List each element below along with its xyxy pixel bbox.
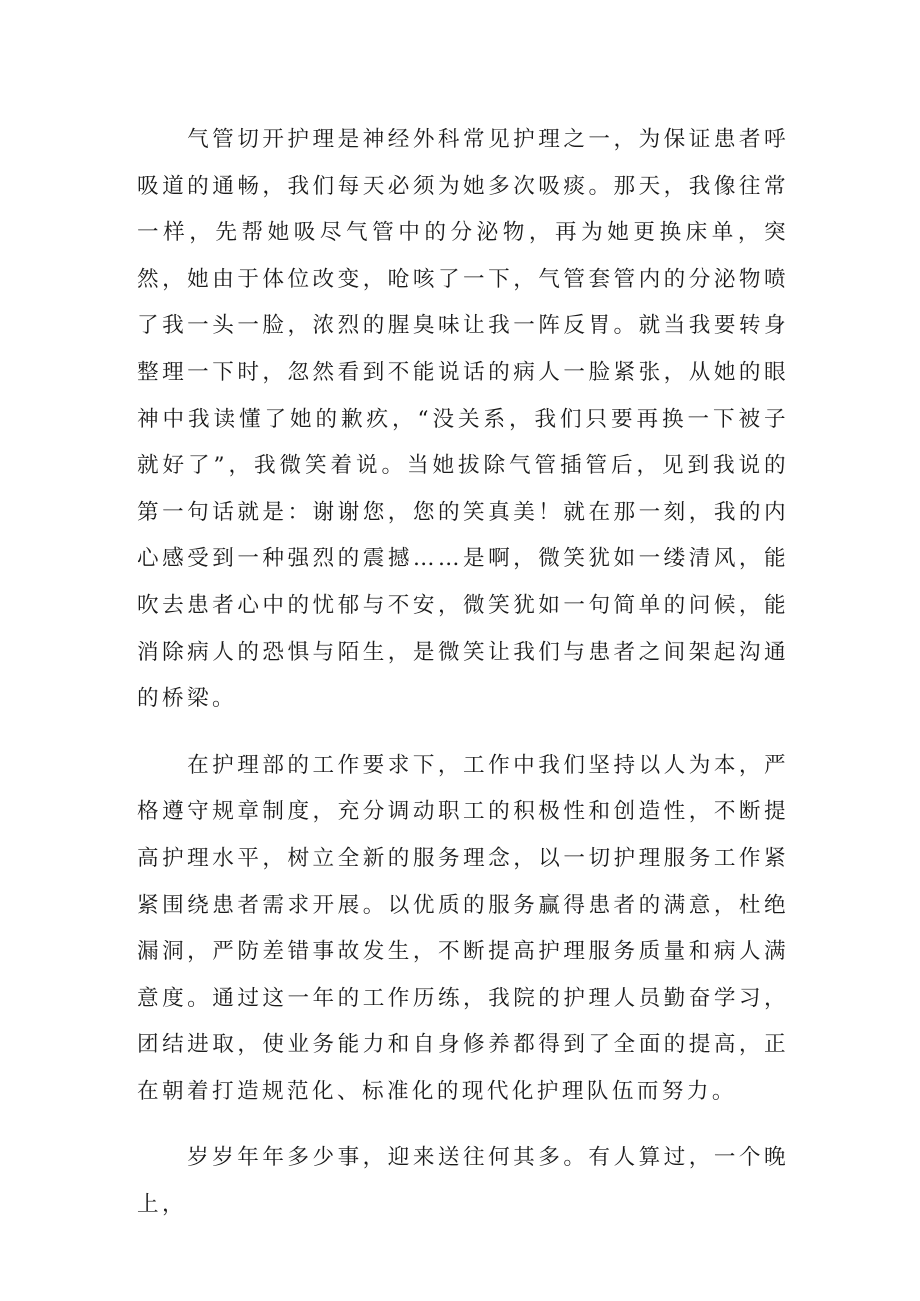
document-body: [137, 117, 789, 1229]
paragraph-years: [137, 1135, 789, 1228]
paragraph-text: 气管切开护理是神经外科常见护理之一，为保证患者呼吸道的通畅，我们每天必须为她多次吸痰。那天，我像往常一样，先帮她吸尽气管中的分泌物，再为她更换床单，突然，她由于体位改变，呛咳了一下，气管套管内的分泌物喷了我一头一脸，浓烈的腥臭味让我一阵反胃。就当我要转身整理一下时，忽然看到不能说话的病人一脸紧张，从她的眼神中我读懂了她的歉疚，“没关系，我们只要再换一下被子就好了”，我微笑着说。当她拔除气管插管后，见到我说的第一句话就是：谢谢您，您的笑真美！就在那一刻，我的内心感受到一种强烈的震撼……是啊，微笑犹如一缕清风，能吹去患者心中的忧郁与不安，微笑犹如一句简单的问候，能消除病人的恐惧与陌生，是微笑让我们与患者之间架起沟通的桥梁。: [137, 127, 789, 712]
paragraph-nursing-work: [137, 743, 789, 1116]
paragraph-text: 在护理部的工作要求下，工作中我们坚持以人为本，严格遵守规章制度，充分调动职工的积极性和创造性，不断提高护理水平，树立全新的服务理念，以一切护理服务工作紧紧围绕患者需求开展。以优质的服务赢得患者的满意，杜绝漏洞，严防差错事故发生，不断提高护理服务质量和病人满意度。通过这一年的工作历练，我院的护理人员勤奋学习，团结进取，使业务能力和自身修养都得到了全面的提高，正在朝着打造规范化、标准化的现代化护理队伍而努力。: [137, 752, 789, 1104]
paragraph-tracheotomy-care: [137, 117, 789, 723]
paragraph-text: 岁岁年年多少事，迎来送往何其多。有人算过，一个晚上，: [137, 1145, 789, 1218]
